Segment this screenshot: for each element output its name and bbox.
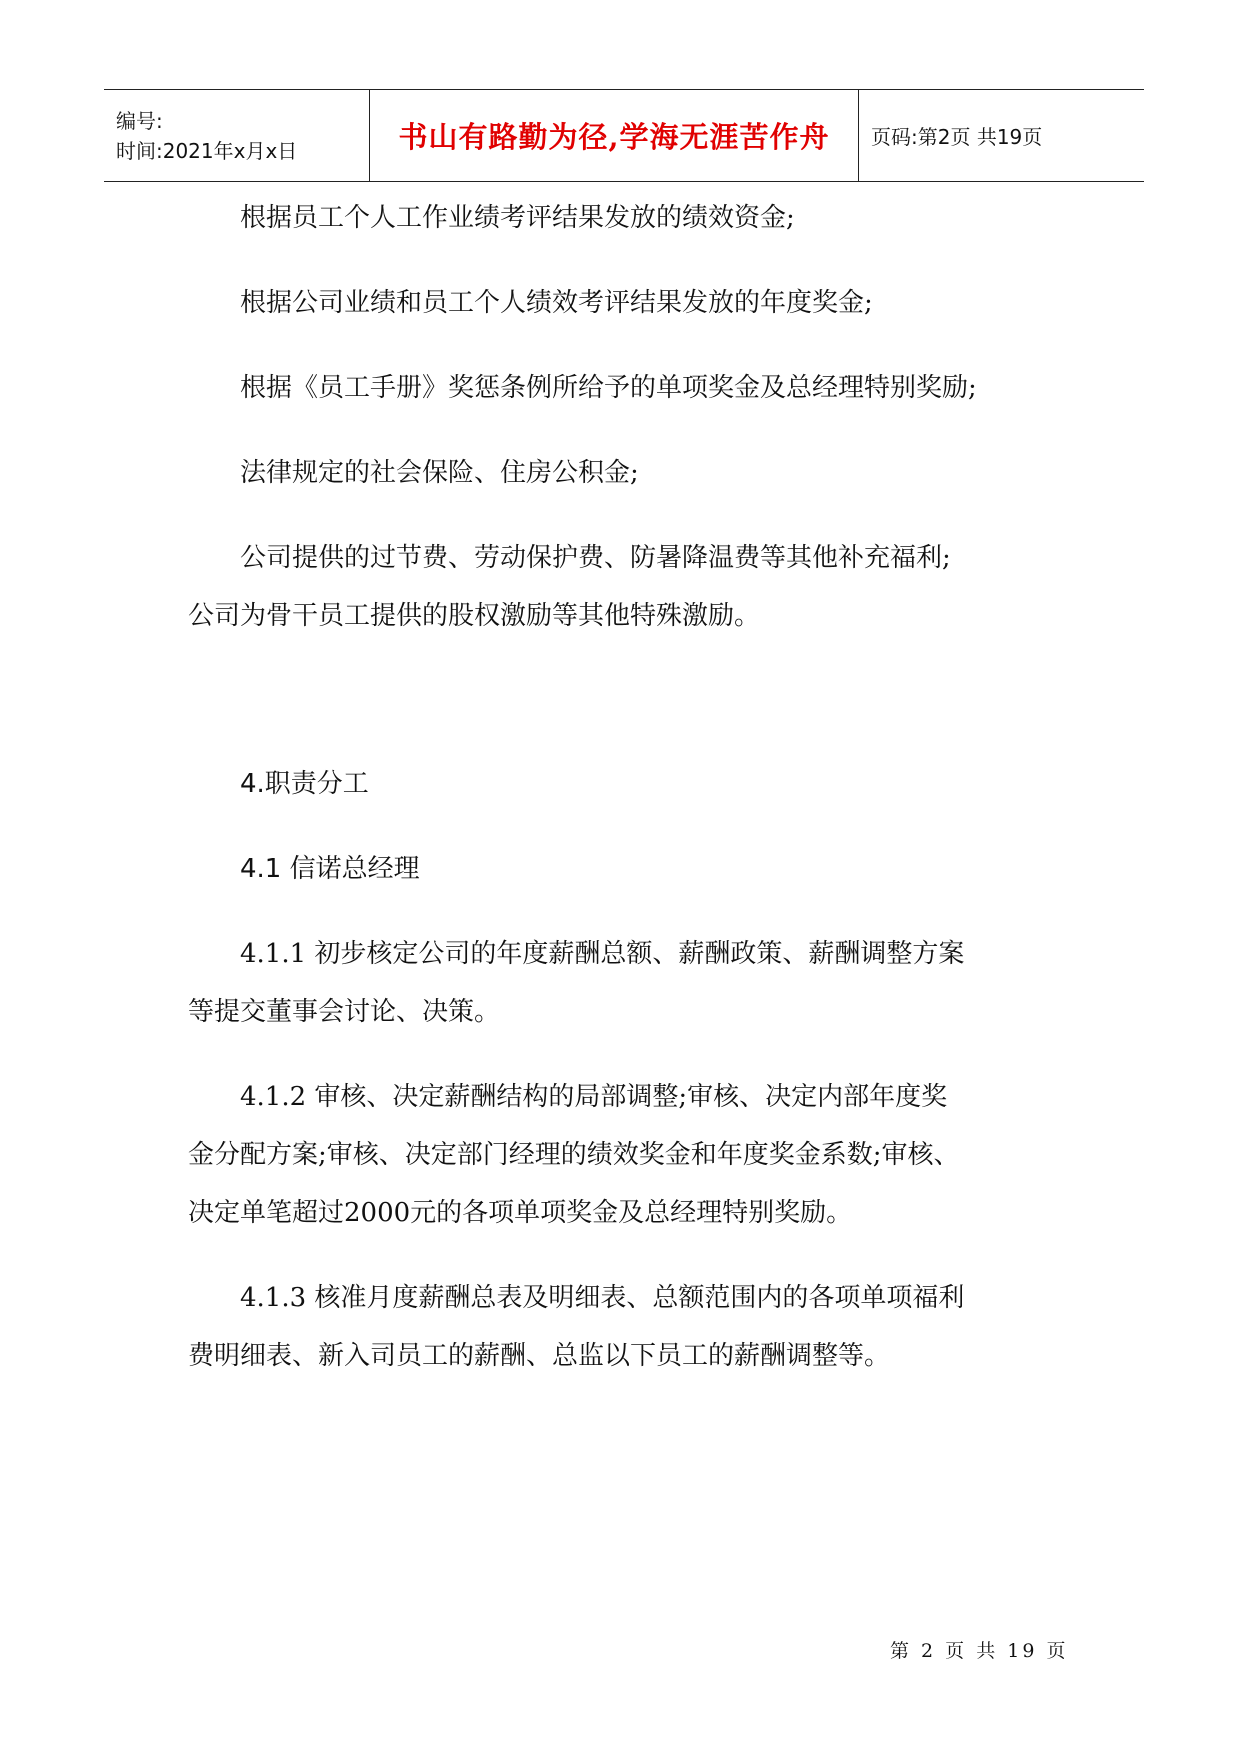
header-motto: 书山有路勤为径,学海无涯苦作舟 [369, 90, 859, 181]
header-page-label: 页码:第2页 共19页 [871, 125, 1043, 149]
time-label: 时间:2021年x月x日 [116, 138, 298, 163]
serial-label: 编号: [116, 108, 163, 133]
item-continuation: 等提交董事会讨论、决策。 [188, 997, 501, 1027]
item-continuation: 金分配方案;审核、决定部门经理的绩效奖金和年度奖金系数;审核、 [188, 1140, 960, 1170]
item-paragraph: 4.1.1 初步核定公司的年度薪酬总额、薪酬政策、薪酬调整方案 [240, 939, 965, 969]
subsection-title: 4.1 信诺总经理 [240, 854, 420, 884]
paragraph: 根据员工个人工作业绩考评结果发放的绩效资金; [240, 203, 795, 233]
page-header [104, 89, 1144, 182]
paragraph: 根据《员工手册》奖惩条例所给予的单项奖金及总经理特别奖励; [240, 373, 977, 403]
item-continuation: 费明细表、新入司员工的薪酬、总监以下员工的薪酬调整等。 [188, 1341, 891, 1371]
paragraph: 公司提供的过节费、劳动保护费、防暑降温费等其他补充福利; [240, 543, 951, 573]
paragraph: 法律规定的社会保险、住房公积金; [240, 458, 639, 488]
paragraph: 根据公司业绩和员工个人绩效考评结果发放的年度奖金; [240, 288, 873, 318]
paragraph-continuation: 公司为骨干员工提供的股权激励等其他特殊激励。 [188, 601, 761, 631]
section-title: 4.职责分工 [240, 769, 369, 799]
item-continuation: 决定单笔超过2000元的各项单项奖金及总经理特别奖励。 [188, 1198, 853, 1228]
page-footer: 第 2 页 共 19 页 [890, 1640, 1069, 1662]
item-paragraph: 4.1.2 审核、决定薪酬结构的局部调整;审核、决定内部年度奖 [240, 1082, 948, 1112]
item-paragraph: 4.1.3 核准月度薪酬总表及明细表、总额范围内的各项单项福利 [240, 1283, 965, 1313]
header-meta [104, 90, 369, 181]
